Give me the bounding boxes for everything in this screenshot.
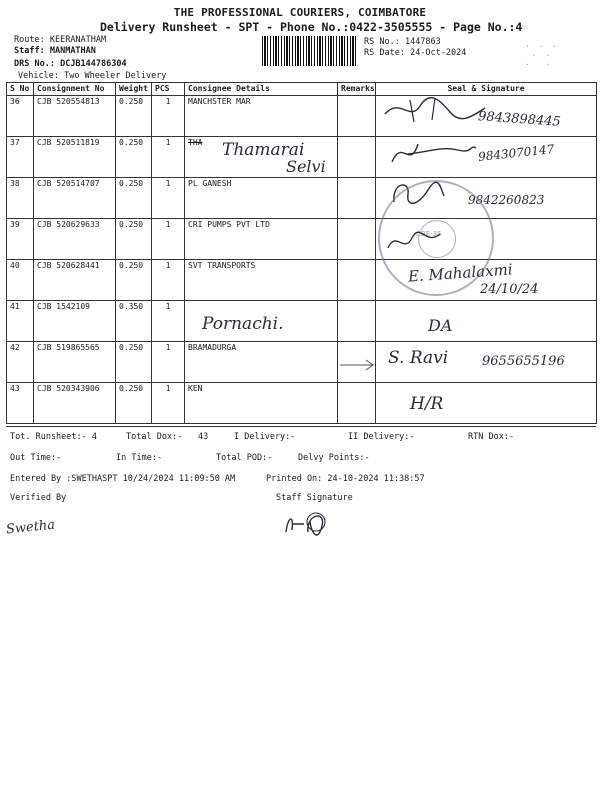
staff-label: Staff: [14, 46, 45, 56]
col-remarks: Remarks [338, 83, 376, 96]
cell-weight: 0.250 [116, 383, 152, 424]
cell-remarks [338, 178, 376, 219]
cell-sno: 42 [7, 342, 34, 383]
tot-runsheet: Tot. Runsheet:- 4 [10, 432, 97, 442]
cell-sno: 40 [7, 260, 34, 301]
cell-pcs: 1 [152, 219, 185, 260]
cell-sno: 36 [7, 96, 34, 137]
cell-remarks [338, 383, 376, 424]
printed-on: Printed On: 24-10-2024 11:38:57 [266, 474, 425, 484]
cell-remarks [338, 260, 376, 301]
cell-pcs: 1 [152, 342, 185, 383]
cell-consignee: PL GANESH [185, 178, 338, 219]
cell-sno: 41 [7, 301, 34, 342]
cell-consignee: SVT TRANSPORTS [185, 260, 338, 301]
delvy-points: Delvy Points:- [298, 453, 370, 463]
route-value: KEERANATHAM [49, 35, 107, 45]
cell-sno: 39 [7, 219, 34, 260]
remark-row43: H/R [410, 394, 444, 414]
vehicle-value: Two Wheeler Delivery [64, 71, 167, 81]
remark-row41: DA [428, 316, 453, 335]
cell-signature [376, 383, 597, 424]
drs-value: DCJB144786304 [60, 59, 127, 69]
summary-divider [6, 426, 596, 427]
rs-no-line [364, 37, 441, 47]
cell-pcs: 1 [152, 178, 185, 219]
cell-consignment: CJB 520343906 [34, 383, 116, 424]
signature-row39 [384, 226, 444, 256]
cell-consignment: CJB 520511819 [34, 137, 116, 178]
arrow-icon [338, 358, 378, 372]
runsheet-title: Delivery Runsheet - SPT - Phone No.:0422-3505555 - Page No.:4 [100, 20, 523, 34]
cell-remarks [338, 219, 376, 260]
signature-row36 [380, 92, 490, 132]
cell-consignment: CJB 1542109 [34, 301, 116, 342]
in-time: In Time:- [116, 453, 163, 463]
name-row42: S. Ravi [388, 348, 449, 368]
name-row40: E. Mahalaxmi [407, 260, 514, 286]
signature-row37 [388, 134, 478, 174]
phone-row42: 9655655196 [482, 354, 565, 369]
vehicle-line [18, 71, 166, 81]
barcode [262, 36, 358, 66]
cell-pcs: 1 [152, 137, 185, 178]
drs-line [14, 59, 127, 69]
cell-consignee: THA [185, 137, 338, 178]
cell-signature [376, 301, 597, 342]
cell-consignment: CJB 520514707 [34, 178, 116, 219]
phone-row38: 9842260823 [468, 193, 545, 207]
table-row [7, 301, 597, 342]
ii-delivery: II Delivery:- [348, 432, 415, 442]
cell-sno: 37 [7, 137, 34, 178]
col-sno: S No [7, 83, 34, 96]
col-weight: Weight [116, 83, 152, 96]
drs-label: DRS No.: [14, 59, 55, 69]
runsheet-table [6, 82, 597, 424]
staff-signature [282, 506, 332, 536]
staff-signature-label: Staff Signature [276, 493, 353, 503]
table-row [7, 260, 597, 301]
table-header-row [7, 83, 597, 96]
consignee-hand-row37a: Thamarai [222, 140, 305, 160]
route-label: Route: [14, 35, 45, 45]
rs-no-label: RS No.: [364, 37, 400, 47]
rtn-dox: RTN Dox:- [468, 432, 515, 442]
entered-by: Entered By :SWETHASPT 10/24/2024 11:09:50 AM [10, 474, 236, 484]
cell-remarks [338, 301, 376, 342]
table-row [7, 342, 597, 383]
cell-consignment: CJB 520629633 [34, 219, 116, 260]
cell-pcs: 1 [152, 383, 185, 424]
scan-noise: · · · · · · · [525, 42, 560, 69]
cell-sno: 38 [7, 178, 34, 219]
total-dox-value: 43 [198, 432, 209, 442]
seal-text: CBE-35 [416, 230, 442, 238]
rs-date-value: 24-Oct-2024 [410, 48, 467, 58]
route-line [14, 35, 106, 45]
cell-weight: 0.250 [116, 96, 152, 137]
consignee-hand-row41: Pornachi. [202, 314, 284, 334]
table-row [7, 137, 597, 178]
cell-pcs: 1 [152, 96, 185, 137]
table-row [7, 383, 597, 424]
total-pod: Total POD:- [216, 453, 273, 463]
phone-row36: 9843898445 [477, 109, 562, 130]
cell-consignee: MANCHSTER MAR [185, 96, 338, 137]
cell-weight: 0.350 [116, 301, 152, 342]
cell-signature [376, 342, 597, 383]
cell-consignment: CJB 520554813 [34, 96, 116, 137]
consignee-hand-row37b: Selvi [286, 157, 326, 176]
rs-date-label: RS Date: [364, 48, 405, 58]
verified-signature: Swetha [5, 517, 56, 538]
phone-row37: 9843070147 [477, 142, 555, 164]
cell-consignment: CJB 520628441 [34, 260, 116, 301]
table-row [7, 96, 597, 137]
i-delivery: I Delivery:- [234, 432, 296, 442]
col-consignment: Consignment No [34, 83, 116, 96]
cell-remarks [338, 137, 376, 178]
out-time: Out Time:- [10, 453, 62, 463]
rs-no-value: 1447863 [404, 37, 441, 47]
date-row40: 24/10/24 [480, 282, 539, 297]
cell-pcs: 1 [152, 301, 185, 342]
col-pcs: PCS [152, 83, 185, 96]
rs-date-line [364, 48, 466, 58]
cell-weight: 0.250 [116, 219, 152, 260]
staff-line [14, 46, 96, 56]
col-consignee: Consignee Details [185, 83, 338, 96]
cell-consignee: CRI PUMPS PVT LTD [185, 219, 338, 260]
company-name: THE PROFESSIONAL COURIERS, COIMBATORE [173, 6, 427, 19]
cell-consignee: KEN [185, 383, 338, 424]
cell-weight: 0.250 [116, 178, 152, 219]
cell-consignee [185, 301, 338, 342]
cell-sno: 43 [7, 383, 34, 424]
cell-weight: 0.250 [116, 137, 152, 178]
table-row [7, 178, 597, 219]
cell-pcs: 1 [152, 260, 185, 301]
total-dox-label: Total Dox:- [126, 432, 183, 442]
table-row [7, 219, 597, 260]
col-signature: Seal & Signature [376, 83, 597, 96]
verified-by: Verified By [10, 493, 67, 503]
staff-value: MANMATHAN [49, 46, 96, 56]
vehicle-label: Vehicle: [18, 71, 59, 81]
cell-consignee: BRAMADURGA [185, 342, 338, 383]
cell-weight: 0.250 [116, 260, 152, 301]
cell-weight: 0.250 [116, 342, 152, 383]
cell-consignment: CJB 519865565 [34, 342, 116, 383]
cell-remarks [338, 96, 376, 137]
